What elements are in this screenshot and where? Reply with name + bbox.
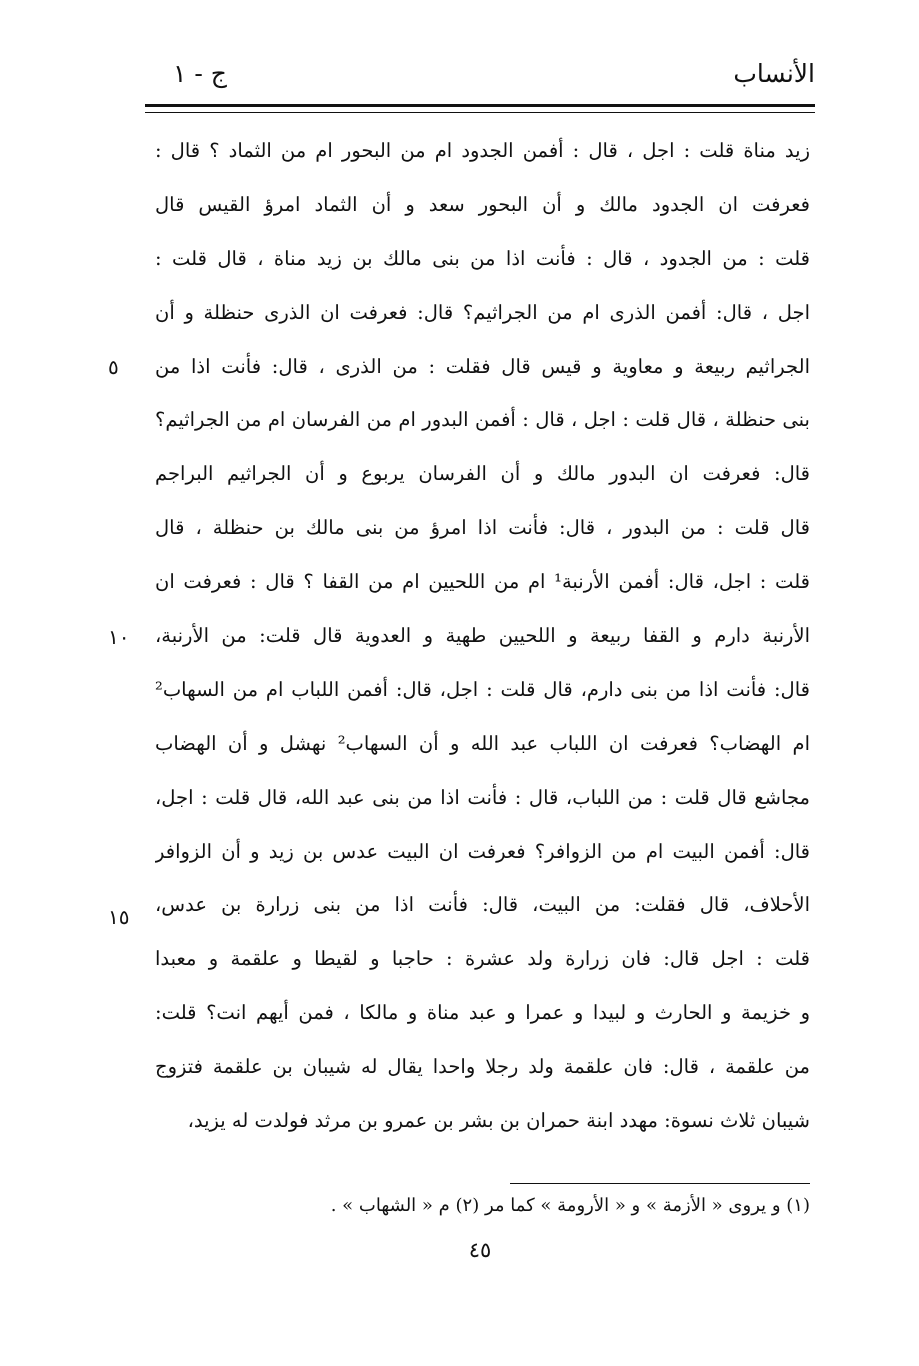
main-text: [155, 124, 810, 1148]
line-number-10: ١٠: [108, 625, 130, 649]
text-line: فعرفت ان الجدود مالك و أن البحور سعد و أن الثماد امرؤ القيس قال: [155, 192, 810, 216]
text-line: قلت : من الجدود ، قال : فأنت اذا من بنى مالك بن زيد مناة ، قال قلت :: [155, 246, 810, 270]
line-number-5: ٥: [108, 355, 119, 379]
text-line: و خزيمة و الحارث و لبيدا و عمرا و عبد مناة و مالكا ، فمن أيهم انت؟ قلت:: [155, 1001, 810, 1025]
text-line: مجاشع قال قلت : من اللباب، قال : فأنت اذا من بنى عبد الله، قال قلت : اجل،: [155, 785, 810, 809]
text-line: الجراثيم ربيعة و معاوية و قيس قال فقلت : من الذرى ، قال: فأنت اذا من: [155, 354, 810, 378]
book-title: الأنساب: [733, 59, 815, 88]
text-line: قال: أفمن البيت ام من الزوافر؟ فعرفت ان البيت عدس بن زيد و أن الزوافر: [155, 839, 810, 863]
text-line: قال قلت : من البدور ، قال: فأنت اذا امرؤ من بنى مالك بن حنظلة ، قال: [155, 516, 810, 540]
volume-label: ج - ١: [173, 59, 227, 88]
page-number: ٤٥: [468, 1238, 492, 1262]
text-line: قال: فأنت اذا من بنى دارم، قال قلت : اجل، قال: أفمن اللباب ام من السهاب²: [155, 677, 810, 701]
text-line: شيبان ثلاث نسوة: مهدد ابنة حمران بن بشر بن عمرو بن مرثد فولدت له يزيد،: [187, 1109, 810, 1133]
header-rule-thin: [145, 112, 815, 113]
text-line: ام الهضاب؟ فعرفت ان اللباب عبد الله و أن السهاب² نهشل و أن الهضاب: [155, 731, 810, 755]
page-header: [145, 55, 815, 95]
text-line: قال: فعرفت ان البدور مالك و أن الفرسان يربوع و أن الجراثيم البراجم: [155, 462, 810, 486]
line-number-15: ١٥: [108, 905, 130, 929]
text-line: الأحلاف، قال فقلت: من البيت، قال: فأنت اذا من بنى زرارة بن عدس،: [155, 893, 810, 917]
header-rule-thick: [145, 104, 815, 107]
text-line: بنى حنظلة ، قال قلت : اجل ، قال : أفمن البدور ام من الفرسان ام من الجراثيم؟: [155, 408, 810, 432]
footnote: (١) و يروى « الأزمة » و « الأرومة » كما مر (٢) م « الشهاب » .: [330, 1195, 810, 1216]
text-line: من علقمة ، قال: فان علقمة ولد رجلا واحدا يقال له شيبان بن علقمة فتزوج: [155, 1055, 810, 1079]
text-line: الأرنبة دارم و القفا ربيعة و اللحيين طهية و العدوية قال قلت: من الأرنبة،: [155, 624, 810, 648]
text-line: قلت : اجل قال: فان زرارة ولد عشرة : حاجبا و لقيطا و علقمة و معبدا: [155, 947, 810, 971]
text-line: زيد مناة قلت : اجل ، قال : أفمن الجدود ام من البحور ام من الثماد ؟ قال :: [155, 139, 810, 162]
text-line: اجل ، قال: أفمن الذرى ام من الجراثيم؟ قال: فعرفت ان الذرى حنظلة و أن: [155, 300, 810, 324]
text-line: قلت : اجل، قال: أفمن الأرنبة¹ ام من اللحيين ام من القفا ؟ قال : فعرفت ان: [155, 570, 810, 594]
footnote-rule: [510, 1183, 810, 1184]
